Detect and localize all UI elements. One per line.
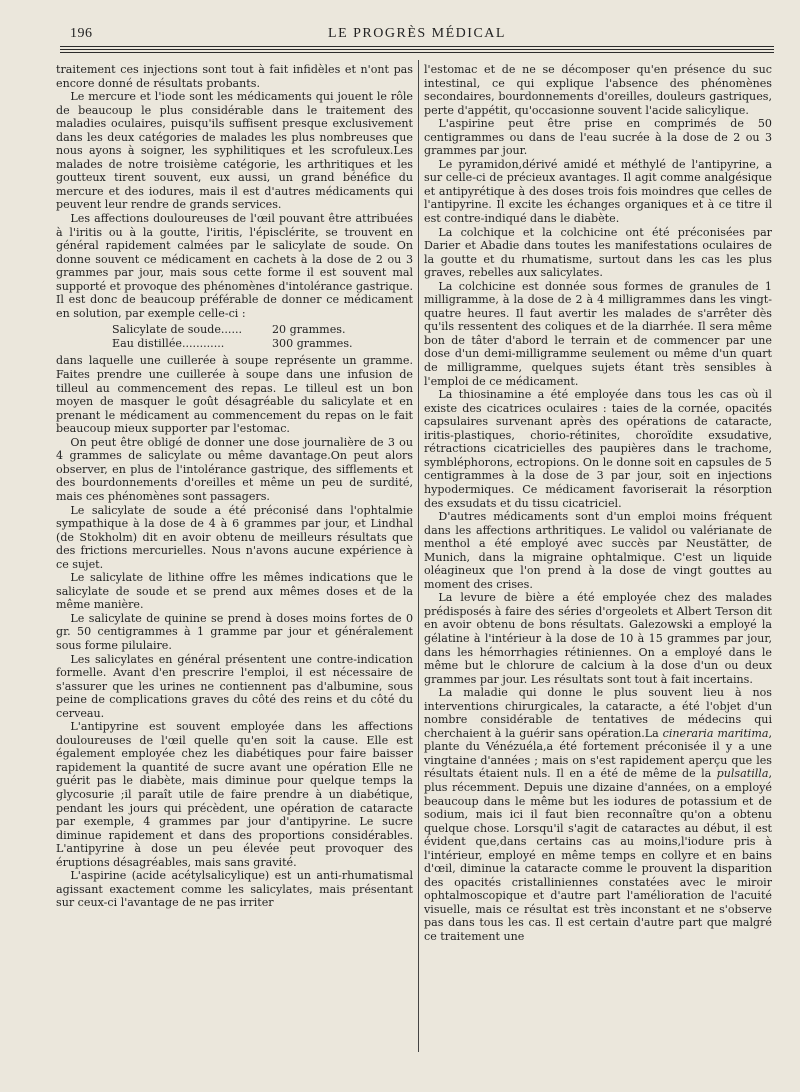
journal-title: LE PROGRÈS MÉDICAL — [328, 26, 506, 41]
prescription-dose: 300 grammes. — [272, 336, 353, 350]
text-run: , plus récemment. Depuis une dizaine d'années, on a employé beaucoup dans le même but les iodures de potassium et de sodium, mais ici il faut bien reconnaître qu'on a obtenu quelque chose. Lorsqu'il s'agit de cataractes au début, il est évident que,dans certains cas au moins,l'iodure pris à l'intérieur, employé en même temps en collyre et en bains d'œil, diminue la cataracte comme le prouvent la disparition des opacités cristalliniennes constatées avec le miroir ophtalmoscopique et d'autre part l'amélioration de l'acuité visuelle, mais ce résultat est très inconstant et ne s'observe pas dans tous les cas. Il est certain d'autre part que malgré ce traitement une — [424, 767, 772, 943]
header-rule — [60, 52, 774, 53]
paragraph — [424, 686, 772, 943]
paragraph: La levure de bière a été employée chez des malades prédisposés à faire des séries d'orgeolets et Albert Terson dit en avoir obtenu de bons résultats. Galezowski a employé la gélatine à l'intérieur à la dose de 10 à 15 grammes par jour, dans les hémorrhagies rétiniennes. On a employé dans le même but le chlorure de calcium à la dose d'un ou deux grammes par jour. Les résultats sont tout à fait incertains. — [424, 591, 772, 686]
paragraph: D'autres médicaments sont d'un emploi moins fréquent dans les affections arthritiques. Le validol ou valérianate de menthol a été employé avec succès par Neustätter, de Munich, dans la migraine ophtalmique. C'est un liquide oléagineux que l'on prend à la dose de vingt gouttes au moment des crises. — [424, 510, 772, 591]
left-column — [56, 63, 413, 1064]
prescription — [56, 323, 413, 350]
header-rule — [60, 46, 774, 47]
paragraph: dans laquelle une cuillerée à soupe représente un gramme. Faites prendre une cuillerée à soupe dans une infusion de tilleul au commencement des repas. Le tilleul est un bon moyen de masquer le goût désagréable du salicylate et en prenant le médicament au commencement du repas on le fait beaucoup mieux supporter par l'estomac. — [56, 354, 413, 436]
paragraph: L'aspirine peut être prise en comprimés de 50 centigrammes ou dans de l'eau sucrée à la dose de 2 ou 3 grammes par jour. — [424, 117, 772, 158]
paragraph: Le pyramidon,dérivé amidé et méthylé de l'antipyrine, a sur celle-ci de précieux avantages. Il agit comme analgésique et antipyrétique à des doses trois fois moindres que celles de l'antipyrine. Il excite les échanges organiques et à ce titre il est contre-indiqué dans le diabète. — [424, 157, 772, 226]
page-number: 196 — [70, 26, 93, 41]
italic-term: cineraria maritima — [662, 726, 769, 740]
right-column — [424, 63, 772, 1064]
paragraph: La thiosinamine a été employée dans tous les cas où il existe des cicatrices oculaires : taies de la cornée, opacités capsulaires survenant après des opérations de cataracte, iritis-plastiques, chorio-rétinites, choroïdite exsudative, rétractions cicatricielles des paupières dans le trachome, symbléphorons, ectropions. On le donne soit en capsules de 5 centigrammes à la dose de 3 par jour, soit en injections hypodermiques. Ce médicament favoriserait la résorption des exsudats et du tissu cicatriciel. — [424, 388, 772, 510]
paragraph: Le salicylate de soude a été préconisé dans l'ophtalmie sympathique à la dose de 4 à 6 grammes par jour, et Lindhal (de Stokholm) dit en avoir obtenu de meilleurs résultats que des frictions mercurielles. Nous n'avons aucune expérience à ce sujet. — [56, 503, 413, 571]
paragraph: L'aspirine (acide acétylsalicylique) est un anti-rhumatismal agissant exactement comme les salicylates, mais présentant sur ceux-ci l'avantage de ne pas irriter — [56, 869, 413, 910]
paragraph: On peut être obligé de donner une dose journalière de 3 ou 4 grammes de salicylate ou même davantage.On peut alors observer, en plus de l'intolérance gastrique, des sifflements et des bourdonnements d'oreilles et même un peu de surdité, mais ces phénomènes sont passagers. — [56, 435, 413, 503]
paragraph: Le salicylate de quinine se prend à doses moins fortes de 0 gr. 50 centigrammes à 1 gramme par jour et généralement sous forme pilulaire. — [56, 611, 413, 652]
header-rule — [60, 49, 774, 50]
paragraph: Les affections douloureuses de l'œil pouvant être attribuées à l'iritis ou à la goutte, l'iritis, l'épisclérite, se trouvent en général rapidement calmées par le salicylate de soude. On donne souvent ce médicament en cachets à la dose de 2 ou 3 grammes par jour, mais sous cette forme il est souvent mal supporté et provoque des phénomènes d'intolérance gastrique. Il est donc de beaucoup préférable de donner ce médicament en solution, par exemple celle-ci : — [56, 212, 413, 320]
paragraph: Le salicylate de lithine offre les mêmes indications que le salicylate de soude et se prend aux mêmes doses et de la même manière. — [56, 571, 413, 612]
column-divider — [418, 60, 419, 1052]
prescription-ingredient: Salicylate de soude...... — [112, 323, 243, 337]
text-run: La maladie qui donne le plus souvent lieu à nos interventions chirurgicales, la cataracte, a été l'objet d'un nombre considérable de tentatives de médecins qui cherchaient à la guérir sans opération.La — [424, 686, 772, 740]
paragraph: l'estomac et de ne se décomposer qu'en présence du suc intestinal, ce qui explique l'absence des phénomènes secondaires, bourdonnements d'oreilles, douleurs gastriques, perte d'appétit, qu'occasionne souvent l'acide salicylique. — [424, 63, 772, 117]
paragraph: Les salicylates en général présentent une contre-indication formelle. Avant d'en prescrire l'emploi, il est nécessaire de s'assurer que les urines ne contiennent pas d'albumine, sous peine de complications graves du côté des reins et du côté du cerveau. — [56, 652, 413, 720]
prescription-dose: 20 grammes. — [272, 323, 346, 337]
text-run: , plante du Vénézuéla,a été fortement préconisée il y a une vingtaine d'années ; mais on s'est rapidement aperçu que les résultats étaient nuls. Il en a été de même de la — [424, 726, 772, 781]
prescription-row — [112, 337, 382, 351]
prescription-ingredient: Eau distillée............ — [112, 336, 225, 350]
italic-term: pulsatilla — [716, 767, 769, 781]
paragraph: La colchique et la colchicine ont été préconisées par Darier et Abadie dans toutes les manifestations oculaires de la goutte et du rhumatisme, surtout dans les cas les plus graves, rebelles aux salicylates. — [424, 225, 772, 280]
paragraph: Le mercure et l'iode sont les médicaments qui jouent le rôle de beaucoup le plus considérable dans le traitement des maladies oculaires, puisqu'ils suffisent presque exclusivement dans les deux catégories de malades les plus nombreuses que nous ayons à soigner, les syphilitiques et les scrofuleux.Les malades de notre troisième catégorie, les arthritiques et les goutteux tirent souvent, eux aussi, un grand bénéfice du mercure et des iodures, mais il est d'autres médicaments qui peuvent leur rendre de grands services. — [56, 90, 413, 212]
paragraph: La colchicine est donnée sous formes de granules de 1 milligramme, à la dose de 2 à 4 milligrammes dans les vingt-quatre heures. Il faut avertir les malades de s'arrêter dès qu'ils ressentent des coliques et de la diarrhée. Il sera même bon de tâter d'abord le terrain et de commencer par une dose d'un demi-milligramme seulement ou même d'un quart de milligramme, quelques sujets étant très sensibles à l'emploi de ce médicament. — [424, 279, 772, 388]
prescription-row — [112, 323, 382, 337]
paragraph: traitement ces injections sont tout à fait infidèles et n'ont pas encore donné de résultats probants. — [56, 63, 413, 90]
page-header — [60, 24, 774, 44]
paragraph: L'antipyrine est souvent employée dans les affections douloureuses de l'œil quelle qu'en soit la cause. Elle est également employée chez les diabétiques pour faire baisser rapidement la quantité de sucre avant une opération Elle ne guérit pas le diabète, mais diminue pour quelque temps la glycosurie ;il paraît utile de faire prendre à un diabétique, pendant les jours qui précèdent, une opération de cataracte par exemple, 4 grammes par jour d'antipyrine. Le sucre diminue rapidement et dans des proportions considérables. L'antipyrine à dose un peu élevée peut provoquer des éruptions désagréables, mais sans gravité. — [56, 720, 413, 869]
